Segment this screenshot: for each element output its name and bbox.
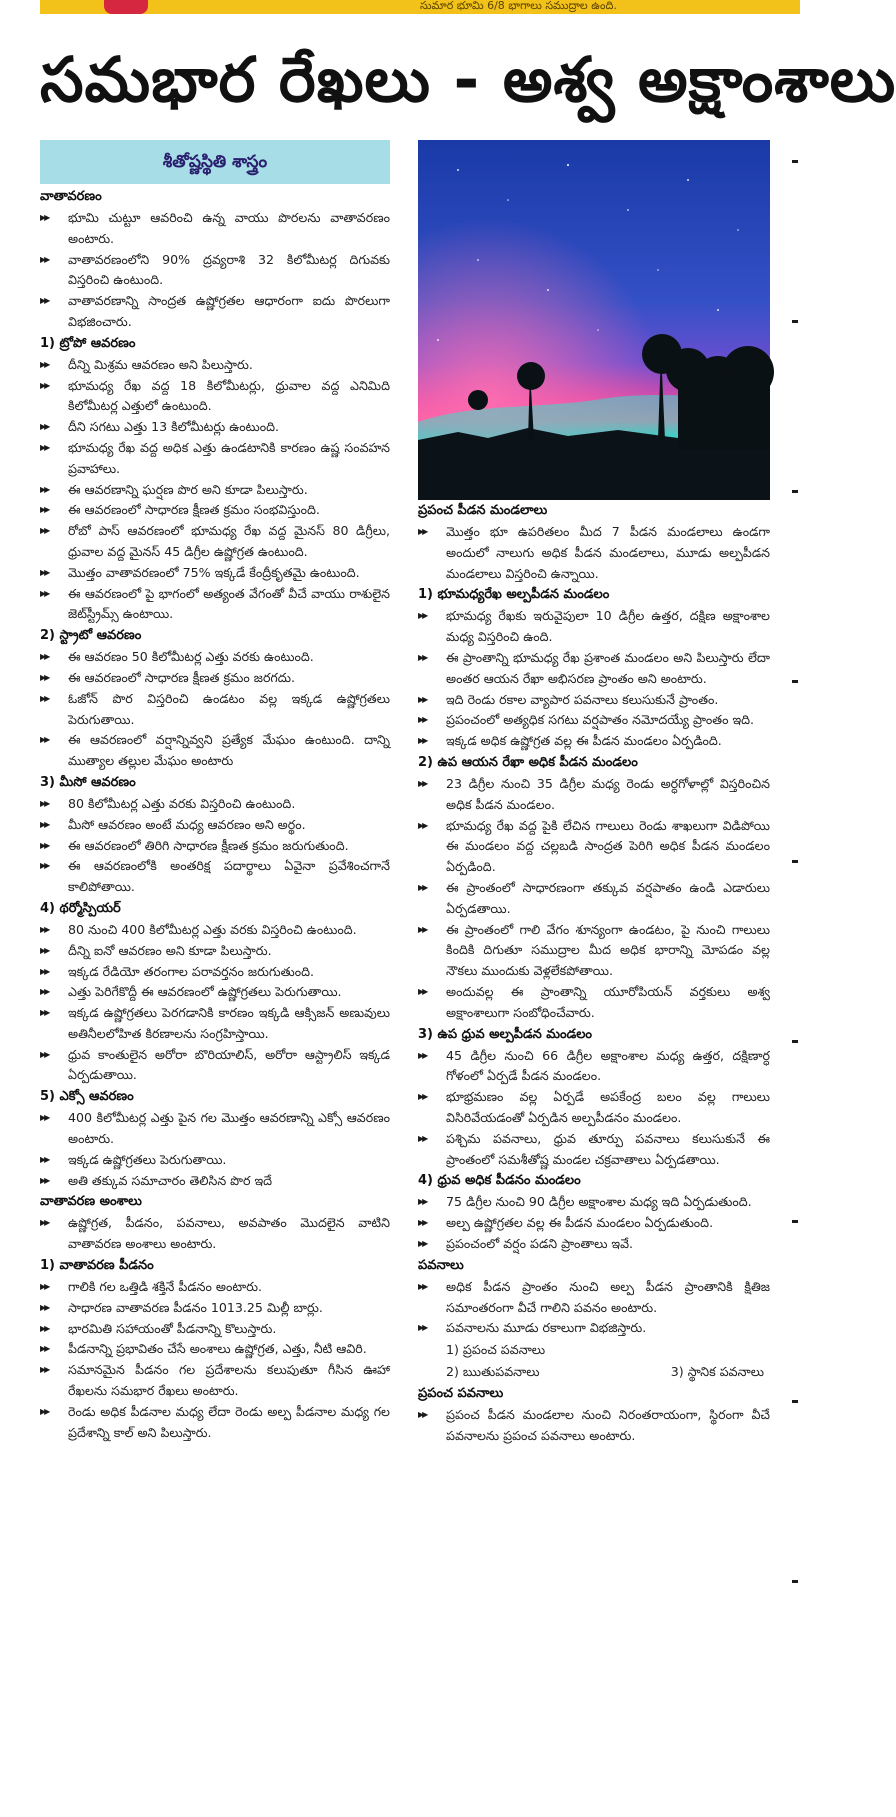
subsection-heading: 5) ఎక్సో ఆవరణం bbox=[40, 1089, 134, 1105]
bullet-item: ▶▶ ఓజోన్ పొర విస్తరించి ఉండటం వల్ల ఇక్కడ ఉష్ణోగ్రతలు పెరుగుతాయి. bbox=[40, 689, 390, 731]
bullet-item: ▶▶ భారమితి సహాయంతో పీడనాన్ని కొలుస్తారు. bbox=[40, 1319, 390, 1340]
bullet-item: ▶▶ సమానమైన పీడనం గల ప్రదేశాలను కలుపుతూ గీసిన ఊహా రేఖలను సమభార రేఖలు అంటారు. bbox=[40, 1360, 390, 1402]
inline-list-row bbox=[418, 1361, 770, 1383]
subsection-heading: 2) స్ట్రాటో ఆవరణం bbox=[40, 628, 142, 644]
left-column bbox=[40, 140, 390, 1800]
bullet-item: ▶▶ 400 కిలోమీటర్ల ఎత్తు పైన గల మొత్తం ఆవరణాన్ని ఎక్సో ఆవరణం అంటారు. bbox=[40, 1108, 390, 1150]
bullet-item: ▶▶ 45 డిగ్రీల నుంచి 66 డిగ్రీల అక్షాంశాల మధ్య ఉత్తర, దక్షిణార్ధ గోళంలో ఏర్పడే పీడన మండలం. bbox=[418, 1046, 770, 1088]
section-banner: శీతోష్ణస్థితి శాస్త్రం bbox=[40, 140, 390, 184]
subsection-heading: 4) థర్మోస్పియర్ bbox=[40, 900, 121, 916]
bullet-item: ▶▶ ఈ ఆవరణంలోకి అంతరిక్ష పదార్థాలు ఏవైనా ప్రవేశించగానే కాలిపోతాయి. bbox=[40, 856, 390, 898]
subsection-heading: 1) భూమధ్యరేఖ అల్పపీడన మండలం bbox=[418, 587, 610, 603]
section-heading: వాతావరణ అంశాలు bbox=[40, 1194, 142, 1210]
bullet-item: ▶▶ మొత్తం వాతావరణంలో 75% ఇక్కడే కేంద్రీకృతమై ఉంటుంది. bbox=[40, 563, 390, 584]
publisher-logo-icon bbox=[104, 0, 148, 14]
bullet-item: ▶▶ మొత్తం భూ ఉపరితలం మీద 7 పీడన మండలాలు ఉండగా అందులో నాలుగు అధిక పీడన మండలాలు, మూడు అల్పపీడన మండలాలు విస్తరించి ఉన్నాయి. bbox=[418, 522, 770, 584]
bullet-item: ▶▶ పీడనాన్ని ప్రభావితం చేసే అంశాలు ఉష్ణోగ్రత, ఎత్తు, నీటి ఆవిరి. bbox=[40, 1339, 390, 1360]
subsection-heading: 3) ఉప ధ్రువ అల్పపీడన మండలం bbox=[418, 1026, 593, 1042]
subsection-heading: 3) మీసో ఆవరణం bbox=[40, 774, 136, 790]
bullet-item: ▶▶ ధ్రువ కాంతులైన అరోరా బొరియాలిస్, అరోరా ఆస్ట్రాలిస్ ఇక్కడ ఏర్పడుతాయి. bbox=[40, 1045, 390, 1087]
bullet-item: ▶▶ భూమధ్య రేఖ వద్ద అధిక ఎత్తు ఉండటానికి కారణం ఉష్ణ సంవహన ప్రవాహాలు. bbox=[40, 438, 390, 480]
bullet-item: ▶▶ ఈ ఆవరణంలో సాధారణ క్షీణత క్రమం సంభవిస్తుంది. bbox=[40, 500, 390, 521]
subsection-heading: 1) ట్రోపో ఆవరణం bbox=[40, 335, 136, 351]
subsection-heading: 4) ధ్రువ అధిక పీడనం మండలం bbox=[418, 1173, 581, 1189]
bullet-item: ▶▶ భూభ్రమణం వల్ల ఏర్పడే అపకేంద్ర బలం వల్ల గాలులు విసిరివేయడంతో ఏర్పడిన అల్పపీడనం మండలం. bbox=[418, 1087, 770, 1129]
bullet-item: ▶▶ భూమధ్య రేఖకు ఇరువైపులా 10 డిగ్రీల ఉత్తర, దక్షిణ అక్షాంశాల మధ్య విస్తరించి ఉంది. bbox=[418, 606, 770, 648]
bullet-item: ▶▶ భూమధ్య రేఖ వద్ద పైకి లేచిన గాలులు రెండు శాఖలుగా విడిపోయి ఈ మండలం వద్ద చల్లబడి సాంద్రత పెరిగి అధిక పీడన మండలం ఏర్పడింది. bbox=[418, 816, 770, 878]
bullet-item: ▶▶ వాతావరణంలోని 90% ద్రవ్యరాశి 32 కిలోమీటర్ల దిగువకు విస్తరించి ఉంటుంది. bbox=[40, 250, 390, 292]
bullet-item: ▶▶ ఇక్కడ అధిక ఉష్ణోగ్రత వల్ల ఈ పీడన మండలం ఏర్పడింది. bbox=[418, 731, 770, 752]
section-heading: పవనాలు bbox=[418, 1257, 464, 1273]
bullet-item: ▶▶ అందువల్ల ఈ ప్రాంతాన్ని యూరోపియన్ వర్తకులు అశ్వ అక్షాంశాలుగా సంబోధించేవారు. bbox=[418, 982, 770, 1024]
page-edge-marks bbox=[790, 160, 800, 1800]
bullet-item: ▶▶ ఈ ఆవరణాన్ని ఘర్షణ పొర అని కూడా పిలుస్తారు. bbox=[40, 480, 390, 501]
bullet-item: ▶▶ ఈ ఆవరణంలో తిరిగి సాధారణ క్షీణత క్రమం జరుగుతుంది. bbox=[40, 836, 390, 857]
bullet-item: ▶▶ మీసో ఆవరణం అంటే మధ్య ఆవరణం అని అర్థం. bbox=[40, 815, 390, 836]
bullet-item: ▶▶ ఈ ఆవరణంలో పై భాగంలో అత్యంత వేగంతో వీచే వాయు రాశులైన జెట్‌స్ట్రీమ్స్ ఉంటాయి. bbox=[40, 584, 390, 626]
bullet-item: ▶▶ ప్రపంచ పీడన మండలాల నుంచి నిరంతరాయంగా, స్థిరంగా వీచే పవనాలను ప్రపంచ పవనాలు అంటారు. bbox=[418, 1405, 770, 1447]
bullet-item: ▶▶ 80 నుంచి 400 కిలోమీటర్ల ఎత్తు వరకు విస్తరించి ఉంటుంది. bbox=[40, 920, 390, 941]
list-item: 3) స్థానిక పవనాలు bbox=[670, 1364, 764, 1380]
bullet-item: ▶▶ దీని సగటు ఎత్తు 13 కిలోమీటర్లు ఉంటుంది. bbox=[40, 417, 390, 438]
bullet-item: ▶▶ ప్రపంచంలో అత్యధిక సగటు వర్షపాతం నమోదయ్యే ప్రాంతం ఇది. bbox=[418, 710, 770, 731]
bullet-item: ▶▶ వాతావరణాన్ని సాంద్రత ఉష్ణోగ్రతల ఆధారంగా ఐదు పొరలుగా విభజించారు. bbox=[40, 291, 390, 333]
bullet-item: ▶▶ ఇక్కడ రేడియో తరంగాల పరావర్తనం జరుగుతుంది. bbox=[40, 962, 390, 983]
bullet-item: ▶▶ ఇక్కడ ఉష్ణోగ్రతలు పెరుగుతాయి. bbox=[40, 1150, 390, 1171]
section-heading: ప్రపంచ పీడన మండలాలు bbox=[418, 503, 548, 518]
bullet-item: ▶▶ రోబో పాస్ ఆవరణంలో భూమధ్య రేఖ వద్ద మైనస్ 80 డిగ్రీలు, ధ్రువాల వద్ద మైనస్ 45 డిగ్రీల ఉష్ణోగ్రత ఉంటుంది. bbox=[40, 521, 390, 563]
bullet-item: ▶▶ అతి తక్కువ సమాచారం తెలిసిన పొర ఇదే bbox=[40, 1171, 390, 1192]
bullet-item: ▶▶ భూమి చుట్టూ ఆవరించి ఉన్న వాయు పొరలను వాతావరణం అంటారు. bbox=[40, 208, 390, 250]
bullet-item: ▶▶ ఉష్ణోగ్రత, పీడనం, పవనాలు, అవపాతం మొదలైన వాటిని వాతావరణ అంశాలు అంటారు. bbox=[40, 1213, 390, 1255]
bullet-item: ▶▶ 23 డిగ్రీల నుంచి 35 డిగ్రీల మధ్య రెండు అర్ధగోళాల్లో విస్తరించిన అధిక పీడన మండలం. bbox=[418, 774, 770, 816]
bullet-item: ▶▶ ప్రపంచంలో వర్షం పడని ప్రాంతాలు ఇవే. bbox=[418, 1234, 770, 1255]
bullet-item: ▶▶ దీన్ని మిశ్రమ ఆవరణం అని పిలుస్తారు. bbox=[40, 355, 390, 376]
right-column bbox=[418, 500, 770, 1800]
bullet-item: ▶▶ ఇక్కడ ఉష్ణోగ్రతలు పెరగడానికి కారణం ఇక్కడి ఆక్సిజన్ అణువులు అతినీలలోహిత కిరణాలను సంగ్రహిస్తాయి. bbox=[40, 1003, 390, 1045]
bullet-item: ▶▶ గాలికి గల ఒత్తిడి శక్తినే పీడనం అంటారు. bbox=[40, 1277, 390, 1298]
bullet-item: ▶▶ ఇది రెండు రకాల వ్యాపార పవనాలు కలుసుకునే ప్రాంతం. bbox=[418, 690, 770, 711]
bullet-item: ▶▶ దీన్ని ఐనో ఆవరణం అని కూడా పిలుస్తారు. bbox=[40, 941, 390, 962]
bullet-item: ▶▶ పశ్చిమ పవనాలు, ధ్రువ తూర్పు పవనాలు కలుసుకునే ఈ ప్రాంతంలో సమశీతోష్ణ మండల చక్రవాతాలు ఏర్పడతాయి. bbox=[418, 1129, 770, 1171]
bullet-item: ▶▶ 75 డిగ్రీల నుంచి 90 డిగ్రీల అక్షాంశాల మధ్య ఇది ఏర్పడుతుంది. bbox=[418, 1192, 770, 1213]
bullet-item: ▶▶ ఈ ఆవరణంలో సాధారణ క్షీణత క్రమం జరగదు. bbox=[40, 668, 390, 689]
bullet-item: ▶▶ రెండు అధిక పీడనాల మధ్య లేదా రెండు అల్ప పీడనాల మధ్య గల ప్రదేశాన్ని కాల్ అని పిలుస్తారు. bbox=[40, 1402, 390, 1444]
bullet-item: ▶▶ పవనాలను మూడు రకాలుగా విభజిస్తారు. bbox=[418, 1318, 770, 1339]
subsection-heading: 2) ఉప ఆయన రేఖా అధిక పీడన మండలం bbox=[418, 754, 638, 770]
list-item: 1) ప్రపంచ పవనాలు bbox=[446, 1342, 546, 1358]
bullet-item: ▶▶ 80 కిలోమీటర్ల ఎత్తు వరకు విస్తరించి ఉంటుంది. bbox=[40, 794, 390, 815]
subsection-heading: 1) వాతావరణ పీడనం bbox=[40, 1258, 154, 1274]
bullet-item: ▶▶ ఈ ఆవరణంలో వర్షాన్నివ్వని ప్రత్యేక మేఘం ఉంటుంది. దాన్ని ముత్యాల తల్లుల మేఘం అంటారు bbox=[40, 730, 390, 772]
page-headline: సమభార రేఖలు - అశ్వ అక్షాంశాలు bbox=[40, 43, 896, 116]
aurora-photo bbox=[418, 140, 770, 500]
bullet-item: ▶▶ అల్ప ఉష్ణోగ్రతల వల్ల ఈ పీడన మండలం ఏర్పడుతుంది. bbox=[418, 1213, 770, 1234]
bullet-item: ▶▶ ఈ ప్రాంతాన్ని భూమధ్య రేఖ ప్రశాంత మండలం అని పిలుస్తారు లేదా అంతర ఆయన రేఖా అభిసరణ ప్రాంతం అని అంటారు. bbox=[418, 648, 770, 690]
list-item: 2) ఋతుపవనాలు bbox=[446, 1364, 540, 1380]
aurora-photo-graphic bbox=[418, 140, 770, 500]
section-heading: ప్రపంచ పవనాలు bbox=[418, 1386, 504, 1402]
top-strip-text: సుమార భూమి 6/8 భాగాలు సముద్రాల ఉంది. bbox=[420, 0, 617, 12]
bullet-item: ▶▶ ఈ ప్రాంతంలో సాధారణంగా తక్కువ వర్షపాతం ఉండి ఎడారులు ఏర్పడతాయి. bbox=[418, 878, 770, 920]
section-heading: వాతావరణం bbox=[40, 189, 102, 204]
top-strip bbox=[40, 0, 800, 14]
bullet-item: ▶▶ ఈ ఆవరణం 50 కిలోమీటర్ల ఎత్తు వరకు ఉంటుంది. bbox=[40, 647, 390, 668]
bullet-item: ▶▶ సాధారణ వాతావరణ పీడనం 1013.25 మిల్లీ బార్లు. bbox=[40, 1298, 390, 1319]
bullet-item: ▶▶ భూమధ్య రేఖ వద్ద 18 కిలోమీటర్లు, ధ్రువాల వద్ద ఎనిమిది కిలోమీటర్ల ఎత్తులో ఉంటుంది. bbox=[40, 376, 390, 418]
bullet-item: ▶▶ ఈ ప్రాంతంలో గాలి వేగం శూన్యంగా ఉండటం, పై నుంచి గాలులు కిందికి దిగుతూ సముద్రాల మీద అధిక భారాన్ని మోపడం వల్ల నౌకలు ముందుకు వెళ్లలేకపోతాయి. bbox=[418, 920, 770, 982]
bullet-item: ▶▶ ఎత్తు పెరిగేకొద్దీ ఈ ఆవరణంలో ఉష్ణోగ్రతలు పెరుగుతాయి. bbox=[40, 982, 390, 1003]
bullet-item: ▶▶ అధిక పీడన ప్రాంతం నుంచి అల్ప పీడన ప్రాంతానికి క్షితిజ సమాంతరంగా వీచే గాలిని పవనం అంటారు. bbox=[418, 1277, 770, 1319]
